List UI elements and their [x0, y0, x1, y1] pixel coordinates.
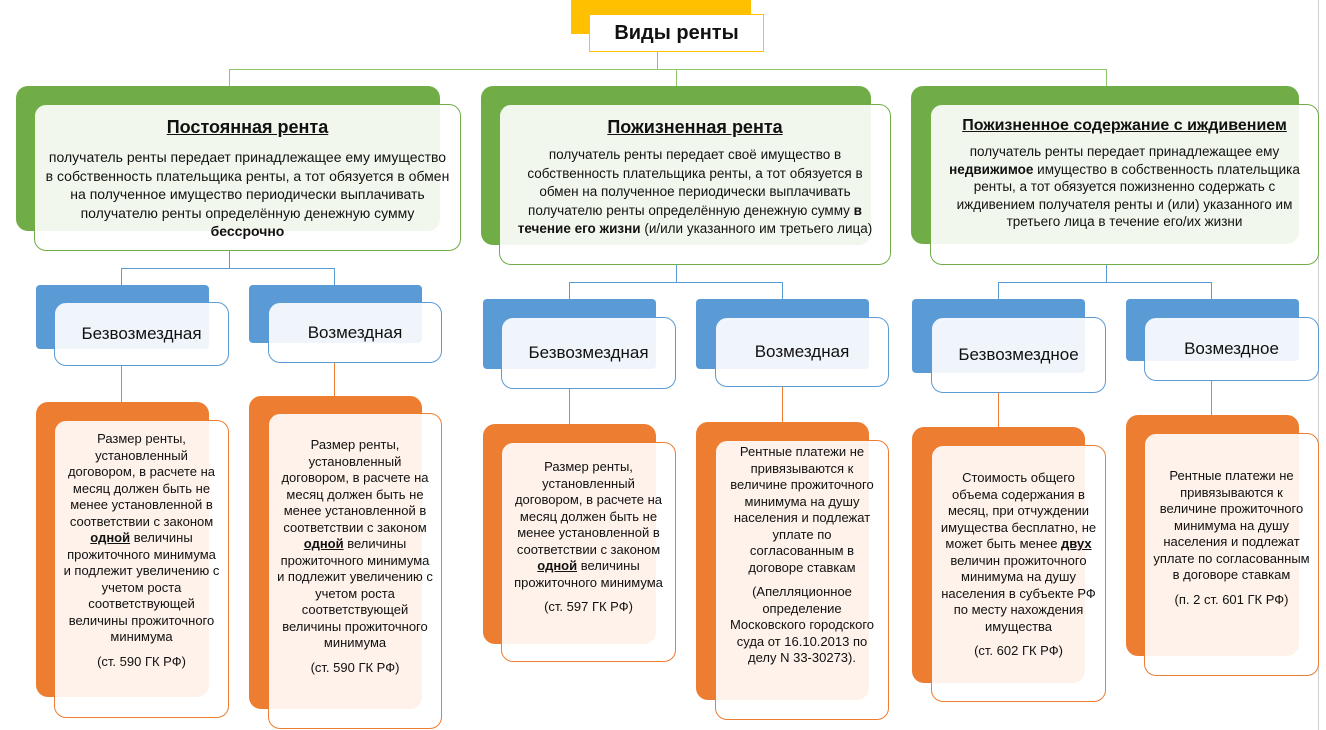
subtype-card [501, 317, 676, 389]
law-reference: (п. 2 ст. 601 ГК РФ) [1174, 591, 1289, 607]
law-reference: (Апелляционное определение Московского городского суда от 16.10.2013 по делу N 33-30273). [729, 584, 875, 665]
law-reference: (ст. 597 ГК РФ) [544, 599, 633, 614]
detail-card: Рентные платежи не привязываются к величине прожиточного минимума на душу населения и подлежат уплате по согласованным в договоре ставкам (п. 2 ст. 601 ГК РФ) [1144, 433, 1319, 676]
law-reference: (ст. 602 ГК РФ) [974, 643, 1063, 658]
rent-type-title: Постоянная рента [166, 117, 329, 137]
connector-line [569, 282, 783, 283]
connector-line [1211, 282, 1212, 299]
connector-line [334, 363, 335, 396]
rent-type-description: получатель ренты передает принадлежащее ему недвижимое имущество в собственность плательщика ренты, а тот обязуется пожизненно содержать с иждивением получателя ренты и (или) указанного им третьего лица в течение его/их жизни [949, 144, 1300, 229]
connector-line [676, 69, 677, 86]
subtype-label: Возмездное [1184, 339, 1279, 358]
connector-line [782, 387, 783, 422]
detail-card: Рентные платежи не привязываются к величине прожиточного минимума на душу населения и подлежат уплате по согласованным в договоре ставкам (Апелляционное определение Московского городского суда от 16.10.2013 по делу N 33-30273). [715, 440, 889, 720]
connector-line [1106, 265, 1107, 282]
page-title: Виды ренты [589, 14, 764, 52]
subtype-label: Возмездная [307, 322, 403, 342]
connector-line [998, 282, 999, 299]
law-reference: (ст. 590 ГК РФ) [97, 653, 186, 669]
rent-type-card-maintenance [930, 104, 1319, 265]
subtype-card [1144, 317, 1319, 381]
detail-card: Размер ренты, установленный договором, в расчете на месяц должен быть не менее установленной в соответствии с законом одной величины прожиточного минимума и подлежит увеличению с учетом роста соответствующей величины прожиточного минимума (ст. 590 ГК РФ) [54, 420, 229, 718]
rent-type-card-permanent [34, 104, 461, 251]
subtype-card [931, 317, 1106, 393]
connector-line [676, 265, 677, 282]
connector-line [569, 389, 570, 424]
connector-line [229, 69, 230, 86]
rent-type-title: Пожизненная рента [607, 117, 783, 137]
subtype-card [54, 302, 229, 366]
subtype-card [715, 317, 889, 387]
subtype-label: Возмездная [754, 342, 850, 361]
connector-line [229, 69, 1106, 70]
connector-line [998, 393, 999, 427]
rent-type-description: получатель ренты передает своё имущество в собственность плательщика ренты, а тот обязуется в обмен на полученное периодически выплачивать получателю ренты определённую денежную сумму в течение его жизни (и/или указанного им третьего лица) [517, 147, 873, 236]
connector-line [121, 268, 122, 285]
rent-type-description: получатель ренты передает принадлежащее ему имущество в собственность плательщика ренты, а тот обязуется в обмен на полученное имущество периодически выплачивать получателю ренты определённую денежную сумму бессрочно [45, 149, 450, 239]
rent-type-title: Пожизненное содержание с иждивением [962, 117, 1287, 134]
connector-line [229, 251, 230, 268]
detail-card: Стоимость общего объема содержания в месяц, при отчуждении имущества бесплатно, не может быть менее двух величин прожиточного минимума на душу населения в субъекте РФ по месту нахождения имущества (ст. 602 ГК РФ) [931, 445, 1106, 702]
connector-line [782, 282, 783, 299]
detail-card: Размер ренты, установленный договором, в расчете на месяц должен быть не менее установленной в соответствии с законом одной величины прожиточного минимума (ст. 597 ГК РФ) [501, 442, 676, 662]
connector-line [998, 282, 1212, 283]
connector-line [657, 52, 658, 69]
connector-line [1211, 381, 1212, 415]
law-reference: (ст. 590 ГК РФ) [310, 659, 400, 675]
connector-line [1106, 69, 1107, 86]
subtype-label: Безвозмездное [958, 345, 1079, 364]
subtype-label: Безвозмездная [81, 324, 202, 343]
connector-line [121, 366, 122, 402]
detail-card: Размер ренты, установленный договором, в расчете на месяц должен быть не менее установленной в соответствии с законом одной величины прожиточного минимума и подлежит увеличению с учетом роста соответствующей величины прожиточного минимума (ст. 590 ГК РФ) [268, 413, 442, 729]
connector-line [334, 268, 335, 285]
rent-type-card-lifetime [499, 104, 891, 265]
connector-line [121, 268, 335, 269]
subtype-label: Безвозмездная [528, 343, 649, 362]
connector-line [569, 282, 570, 299]
subtype-card [268, 302, 442, 363]
